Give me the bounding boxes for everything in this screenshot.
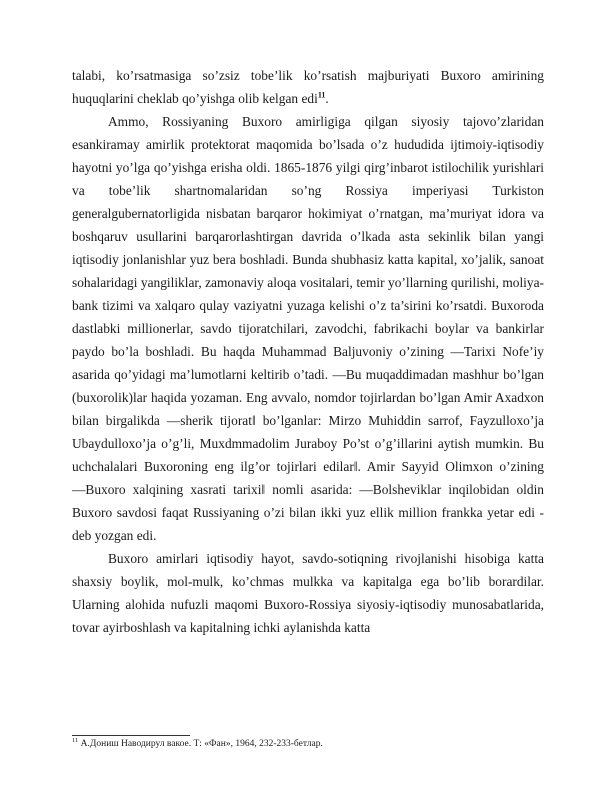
footnote-reference[interactable]: 11 <box>317 90 326 100</box>
footnote-number: 11 <box>72 736 79 744</box>
paragraph-1 <box>72 64 544 110</box>
paragraph-1-text: talabi, ko’rsatmasiga so’zsiz tobe’lik ko’rsatish majburiyati Buxoro amirining huquqlarini cheklab qo’yishga olib kelgan edi <box>72 68 544 106</box>
paragraph-1-tail: . <box>325 91 329 106</box>
footnote-divider <box>72 735 190 736</box>
paragraph-3: Buxoro amirlari iqtisodiy hayot, savdo-sotiqning rivojlanishi hisobiga katta shaxsiy boylik, mol-mulk, ko’chmas mulkka va kapitalga ega bo’lib borardilar. Ularning alohida nufuzli maqomi Buxoro-Rossiya siyosiy-iqtisodiy munosabatlarida, tovar ayirboshlash va kapitalning ichki aylanishda katta <box>72 551 544 635</box>
footnote <box>72 738 544 750</box>
footnote-text: А.Дониш Наводирул вакое. Т: «Фан», 1964, 232-233-бетлар. <box>78 739 323 749</box>
paragraph-2: Ammo, Rossiyaning Buxoro amirligiga qilgan siyosiy tajovo’zlaridan esankiramay amirlik protektorat maqomida bo’lsada o’z hududida ijtimoiy-iqtisodiy hayotni yo’lga qo’yishga erisha oldi. 1865-1876 yilgi qirg’inbarot istilochilik yurishlari va tobe’lik shartnomalaridan so’ng Rossiya imperiyasi Turkiston generalgubernatorligida nisbatan barqaror hokimiyat o’rnatgan, ma’muriyat idora va boshqaruv usullarini barqarorlashtirgan davrida o’lkada asta sekinlik bilan yangi iqtisodiy jonlanishlar yuz bera boshladi. Bunda shubhasiz katta kapital, xo’jalik, sanoat sohalaridagi yangiliklar, zamonaviy aloqa vositalari, temir yo’llarning qurilishi, moliya-bank tizimi va xalqaro qulay vaziyatni yuzaga kelishi o’z ta’sirini ko’rsatdi. Buxoroda dastlabki millionerlar, savdo tijoratchilari, zavodchi, fabrikachi boylar va bankirlar paydo bo’la boshladi. Bu haqda Muhammad Baljuvoniy o’zining ―Tarixi Nofe’iy asarida qo’yidagi ma’lumotlarni keltirib o’tadi. ―Bu muqaddimadan mashhur bo’lgan (buxorolik)lar haqida yozaman. Eng avvalo, nomdor tojirlardan bo’lgan Amir Axadxon bilan birgalikda ―sherik tijorat‖ bo’lganlar: Mirzo Muhiddin sarrof, Fayzulloxo’ja Ubaydulloxo’ja o’g’li, Muxdmmadolim Juraboy Po’st o’g’illarini aytish mumkin. Bu uchchalalari Buxoroning eng ilg’or tojirlari edilar‖. Amir Sayyid Olimxon o’zining ―Buxoro xalqining xasrati tarixi‖ nomli asarida: ―Bolsheviklar inqilobidan oldin Buxoro savdosi faqat Russiyaning o’zi bilan ikki yuz ellik million frankka yetar edi - deb yozgan edi. <box>72 114 544 543</box>
page-body <box>72 64 544 639</box>
